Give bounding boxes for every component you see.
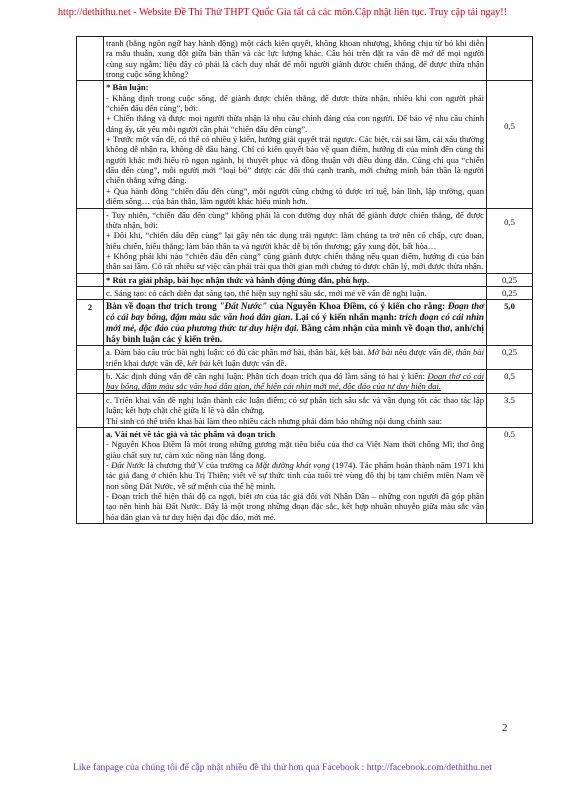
answer-text	[104, 81, 487, 208]
paragraph: c. Triển khai vấn đề nghị luận thành các luận điểm; có sự phân tích sâu sắc và vận dụng tốt các thao tác lập luận; kết hợp chặt chẽ giữa lí lẽ và dẫn chứng.	[106, 394, 484, 416]
section-heading: * Rút ra giải pháp, bài học nhận thức và hành động đúng đắn, phù hợp.	[106, 274, 370, 285]
score-cell: 0,5	[487, 370, 533, 394]
question-number	[77, 286, 104, 299]
paragraph: - Đoạn trích thể hiện thái độ ca ngợi, biết ơn của tác giả đối với Nhân Dân – những con người đã góp phần tạo nên hình hài Đất Nước. Đây là một trong những đoạn đặc sắc, kết hợp nhuần nhuyễn giữa màu sắc văn hóa dân gian và tư duy hiện đại độc đáo, mới mẻ.	[106, 490, 484, 522]
question-number	[77, 427, 104, 523]
table-row	[77, 273, 533, 286]
question-number	[77, 393, 104, 427]
answer-text	[104, 208, 487, 273]
answer-text	[104, 286, 487, 299]
paragraph	[106, 371, 484, 392]
text-run: a. Đảm bảo cấu trúc bài nghị luận: có đủ các phần mở bài, thân bài, kết bài.	[106, 347, 368, 358]
table-row	[77, 300, 533, 346]
text-run: nêu được vấn đề,	[392, 347, 456, 358]
paragraph: Thí sinh có thể triển khai bài làm theo nhiều cách nhưng phải đảm bảo những nội dung chính sau:	[106, 415, 443, 426]
text-run-italic: Mở bài	[367, 347, 393, 358]
question-number	[77, 81, 104, 208]
score-cell: 5,0	[487, 300, 533, 346]
text-run: (1974). Tác phẩm hoàn thành năm 1971 khi tác giả đang ở chiến khu Trị Thiên; viết về sự thức tỉnh của tuổi trẻ vùng đô thị bị tạm chiếm miền Nam về non sông Đất Nước, về sứ mệnh của thế hệ mình.	[106, 459, 485, 491]
footer-banner[interactable]: Like fanpage của chúng tôi để cập nhật nhiều đề thi thử hơn qua Facebook : http://facebook.com/dethithu.net	[73, 762, 492, 773]
score-cell: 0.5	[487, 427, 533, 523]
work-title: Đất Nước	[111, 459, 146, 470]
paragraph: - Nguyễn Khoa Điềm là một trong những gương mặt tiêu biểu của thơ ca Việt Nam thời chống Mĩ; thơ ông giàu chất suy tư, cảm xúc nồng nàn lắng đọng.	[106, 439, 484, 460]
table-row	[77, 370, 533, 394]
table-row	[77, 37, 533, 81]
score-cell: 0,5	[487, 81, 533, 208]
text-run-italic: kết bài	[187, 357, 211, 368]
paragraph: tranh (bằng ngôn ngữ hay hành động) một cách kiên quyết, không khoan nhượng, không chịu từ bỏ khi diễn ra mâu thuẫn, xung đột giữa bản thân và các lực lượng khác. Câu hỏi trên đặt ra vấn đề mở để mọi người cùng suy ngẫm: liệu đây có phải là cách duy nhất để mỗi người giành được chiến thắng, để được thừa nhận trong cuộc sống không?	[106, 38, 484, 80]
paragraph	[106, 347, 484, 368]
answer-text	[104, 37, 487, 81]
work-title: Mặt đường khát vọng	[255, 459, 330, 470]
question-number	[77, 37, 104, 81]
paragraph: + Chiến thắng và được mọi người thừa nhận là nhu cầu chính đáng của con người. Để bảo vệ nhu cầu chính đáng ấy, tất yếu mỗi người cần phải “chiến đấu đến cùng”.	[106, 113, 484, 134]
question-number: 2	[77, 300, 104, 346]
paragraph: + Qua hành động “chiến đấu đến cùng”, mỗi người cũng chứng tỏ được trí tuệ, bản lĩnh, lập trường, quan điểm sống… của bản thân, làm người khác hiểu mình hơn.	[106, 185, 484, 207]
score-cell: 0,5	[487, 208, 533, 273]
table-row	[77, 393, 533, 427]
question-mid-2: . Lại có ý kiến nhấn mạnh:	[290, 312, 400, 323]
score-cell: 0,25	[487, 273, 533, 286]
text-run: kết luận được vấn đề.	[210, 357, 287, 368]
question-text	[104, 300, 487, 346]
question-number	[77, 273, 104, 286]
table-row	[77, 346, 533, 370]
score-cell: 3.5	[487, 393, 533, 427]
question-prompt	[106, 301, 484, 344]
paragraph: - Tuy nhiên, “chiến đấu đến cùng” không phải là con đường duy nhất để giành được chiến thắng, để được thừa nhận, bởi:	[106, 209, 484, 230]
paragraph	[106, 460, 484, 491]
text-run: -	[106, 459, 112, 470]
answer-text	[104, 346, 487, 370]
site-banner[interactable]: http://dethithu.net - Website Đề Thi Thử THPT Quốc Gia tất cả các môn.Cập nhật liên tục. Truy cập tải ngay!!	[57, 7, 508, 18]
work-title: "Đất Nước"	[219, 301, 268, 312]
question-number	[77, 208, 104, 273]
text-run: triển khai được vấn đề,	[106, 357, 188, 368]
paragraph: + Trước một vấn đề, có thể có nhiều ý kiến, hướng giải quyết trái ngược. Các biệt, cái sai lầm, cái xấu thường không dễ nhận ra, không dễ đầu hàng. Chỉ có kiên quyết bảo vệ quan điểm, hướng đi của mình đến cùng thì người khác mới hiểu rõ ngọn ngành, bị thuyết phục và đồng thuận với điều đúng đắn. Cũng chỉ qua “chiến đấu đến cùng”, mỗi người mới “loại bỏ” được các đối thủ cạnh tranh, mới chứng minh bản thân là người chiến thắng xứng đáng.	[106, 134, 484, 186]
question-number	[77, 370, 104, 394]
score-cell: 0,25	[487, 286, 533, 299]
answer-text	[104, 370, 487, 394]
paragraph: c. Sáng tạo: có cách diễn đạt sáng tạo, thể hiện suy nghĩ sâu sắc, mới mẻ về vấn đề nghị luận.	[106, 287, 427, 298]
section-heading: a. Vài nét về tác giả và tác phẩm và đoạn trích	[106, 428, 276, 439]
section-heading: * Bàn luận:	[106, 82, 149, 93]
question-end: Bằng cảm nhận của mình về đoạn thơ, anh/chị hãy bình luận các ý kiến trên.	[106, 322, 484, 344]
answer-table	[76, 36, 533, 524]
score-cell: 0,25	[487, 346, 533, 370]
question-intro: Bàn về đoạn thơ trích trong	[106, 301, 220, 312]
answer-text	[104, 273, 487, 286]
text-run: là chương thứ V của trường ca	[145, 459, 256, 470]
answer-text	[104, 393, 487, 427]
question-mid: của Nguyễn Khoa Điềm, có ý kiến cho rằng:	[267, 301, 448, 312]
table-row	[77, 286, 533, 299]
opinion-quote-2: trích đoạn có cái nhìn mới mẻ, độc đáo của phương thức tư duy hiện đại.	[106, 312, 484, 333]
score-cell	[487, 37, 533, 81]
page-number: 2	[502, 722, 508, 734]
paragraph: - Khẳng định trong cuộc sống, để giành được chiến thắng, để được thừa nhận, nhiều khi con người phải “chiến đấu đến cùng”, bởi:	[106, 92, 484, 114]
table-row	[77, 427, 533, 523]
question-number	[77, 346, 104, 370]
text-run-italic: thân bài	[455, 347, 484, 358]
opinion-quote-1: Đoạn thơ có cái bay bổng, đậm màu sắc văn hoá dân gian	[106, 301, 485, 323]
table-row	[77, 208, 533, 273]
paragraph: + Không phải khi nào “chiến đấu đến cùng” cũng giành được chiến thắng nếu quan điểm, hướng đi của bản thân sai lầm. Có rất nhiều sự việc cần phải trải qua thời gian mới chứng tỏ được chân lý, mới được thừa nhận.	[106, 250, 484, 272]
table-row	[77, 81, 533, 208]
text-run: b. Xác định đúng vấn đề cần nghị luận: Phân tích đoạn trích qua đó làm sáng tỏ hai ý kiến:	[106, 371, 428, 382]
text-run-italic: Đoạn thơ có cái bay bổng, đậm màu sắc văn hoá dân gian, thể hiện cái nhìn mới mẻ, độc đáo của tư duy hiện đại.	[106, 371, 484, 392]
answer-text	[104, 427, 487, 523]
paragraph: + Đôi khi, “chiến đấu đến cùng” lại gây nên tác dụng trái ngược: làm chúng ta trở nên cố chấp, cực đoan, hiếu chiến, hiếu thắng; làm bản thân ta và người khác dễ bị tổn thương; gây xung đột, bất hòa…	[106, 230, 484, 251]
